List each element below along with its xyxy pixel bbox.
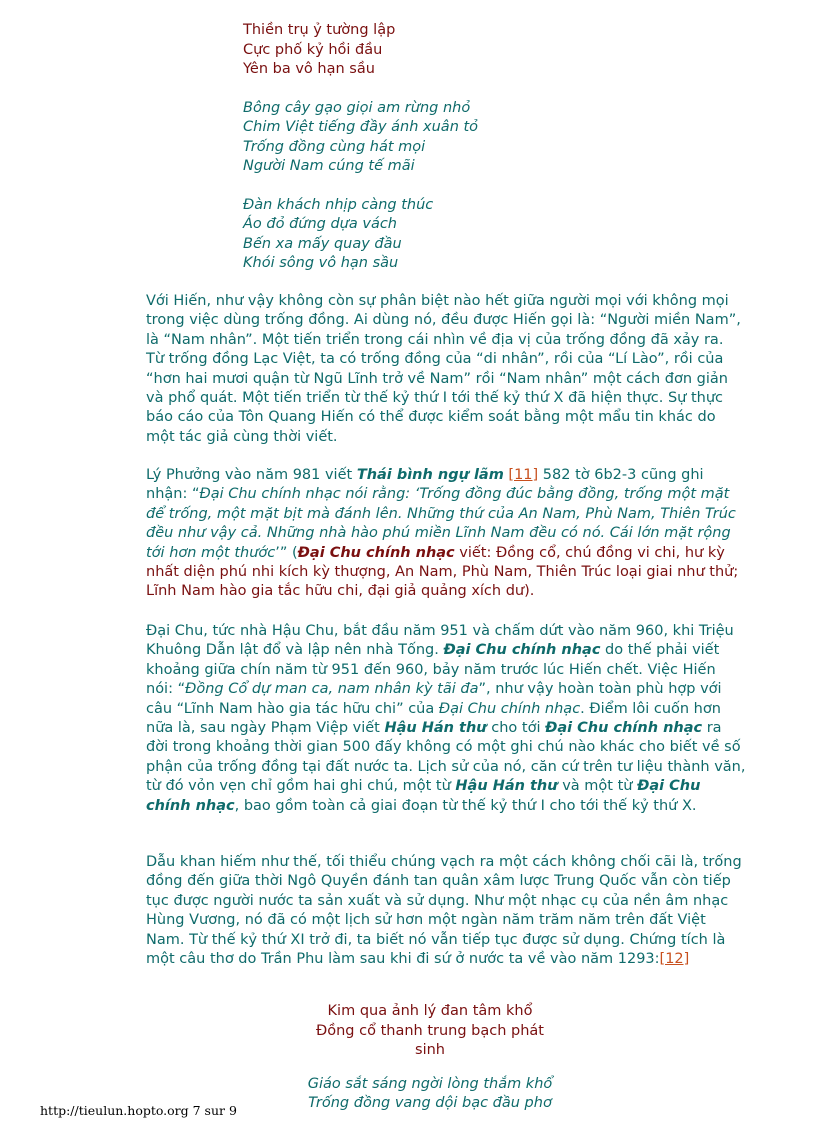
- poem-line: Khói sông vô hạn sầu: [243, 255, 399, 271]
- book-title: Đại Chu chính nhạc: [438, 700, 581, 717]
- poem-line: Kim qua ảnh lý đan tâm khổ: [327, 1003, 533, 1019]
- text: cho tới: [486, 720, 546, 737]
- text: ra đời trong khoảng thời gian 500 đấy không có một ghi chú nào khác cho biết về số phận của trống đồng tại đất nước ta. Lịch sử của nó, căn cứ trên tư liệu thành văn, từ đó vỏn vẹn chỉ gồm hai ghi chú, một từ: [146, 720, 746, 795]
- quote: Đại Chu chính nhạc nói rằng: ‘Trống đồng đúc bằng đồng, trống một mặt để trống, một mặt bịt mà đánh lên. Những thứ của An Nam, Phù Nam, Thiên Trúc đều như vậy cả. Những nhà hào phú miền Lĩnh Nam đều có nó. Cái lớn mặt rộng tới hơn một thước: [146, 486, 736, 561]
- poem-line: Chim Việt tiếng đầy ánh xuân tỏ: [243, 119, 479, 135]
- book-title: Đại Chu chính nhạc: [146, 778, 701, 814]
- text: Lý Phưởng vào năm 981 viết: [146, 467, 357, 483]
- book-title: Đại Chu chính nhạc: [297, 544, 455, 561]
- page-footer: http://tieulun.hopto.org 7 sur 9: [40, 1103, 237, 1118]
- text: và một từ: [557, 778, 638, 795]
- poem-line: Bông cây gạo giọi am rừng nhỏ: [243, 99, 471, 116]
- paragraph-4: [146, 853, 746, 969]
- poem-line: Trống đồng cùng hát mọi: [243, 138, 426, 155]
- poem-line: Trống đồng vang dội bạc đầu phơ: [308, 1095, 552, 1111]
- text: Đại Chu, tức nhà Hậu Chu, bắt đầu năm 951 và chấm dứt vào năm 960, khi Triệu Khuông Dẫn lật đổ và lập nên nhà Tống.: [146, 623, 734, 659]
- poem-line: Giáo sắt sáng ngời lòng thắm khổ: [307, 1075, 553, 1092]
- quote: Đồng Cổ dự man ca, nam nhân kỳ tãi đa: [185, 681, 479, 698]
- text: ”, như vậy hoàn toàn phù hợp với câu “Lĩnh Nam hào gia tác hữu chi” của: [146, 681, 722, 717]
- poem-top: [243, 21, 478, 274]
- footnote-link-11[interactable]: [11]: [508, 467, 539, 483]
- paragraph-1: Với Hiến, như vậy không còn sự phân biệt nào hết giữa người mọi với không mọi trong việc dùng trống đồng. Ai dùng nó, đều được Hiến gọi là: “Người miền Nam”, là “Nam nhân”. Một tiến triển trong cái nhìn về địa vị của trống đồng đã xảy ra. Từ trống đồng Lạc Việt, ta có trống đồng của “di nhân”, rồi của “Lí Lào”, rồi của “hơn hai mươi quận từ Ngũ Lĩnh trở về Nam” rồi “Nam nhân” một cách đơn giản và phổ quát. Một tiến triển từ thế kỷ thứ I tới thế kỷ thứ X đã hiện thực. Sự thực báo cáo của Tôn Quang Hiến có thể được kiểm soát bằng một mẩu tin khác do một tác giả cùng thời viết.: [146, 293, 741, 445]
- book-title: Thái bình ngự lãm: [356, 467, 504, 483]
- book-title: Hậu Hán thư: [384, 720, 487, 737]
- text: 582 tờ 6b2-3 cũng ghi nhận: “: [146, 467, 704, 503]
- paragraph-3: [146, 622, 746, 816]
- poem-bottom: [300, 1002, 560, 1114]
- poem-line: Người Nam cúng tế mãi: [243, 158, 415, 174]
- poem-line: Bến xa mấy quay đầu: [243, 235, 402, 252]
- book-title: Đại Chu chính nhạc: [545, 720, 703, 737]
- poem-line: Đàn khách nhịp càng thúc: [243, 196, 434, 213]
- book-title: Hậu Hán thư: [455, 778, 558, 795]
- poem-line: Yên ba vô hạn sầu: [243, 61, 375, 77]
- poem-line: Thiền trụ ỷ tường lập: [243, 22, 396, 38]
- footnote-link-12[interactable]: [12]: [659, 951, 690, 968]
- text: ’” (: [275, 544, 298, 561]
- poem-line: Áo đỏ đứng dựa vách: [243, 216, 397, 232]
- text: . Điểm lôi cuốn hơn nữa là, sau ngày Phạm Việp viết: [146, 700, 721, 737]
- poem-line: Đồng cổ thanh trung bạch phát sinh: [316, 1022, 544, 1058]
- text: , bao gồm toàn cả giai đoạn từ thế kỷ thứ I cho tới thế kỷ thứ X.: [234, 797, 697, 814]
- text: Dẫu khan hiếm như thế, tối thiểu chúng vạch ra một cách không chối cãi là, trống đồng đến giữa thời Ngô Quyền đánh tan quân xâm lược Trung Quốc vẫn còn tiếp tục được người nước ta sản xuất và sử dụng. Như một nhạc cụ của nền âm nhạc Hùng Vương, nó đã có một lịch sử hơn một ngàn năm trăm năm trên đất Việt Nam. Từ thế kỷ thứ XI trở đi, ta biết nó vẫn tiếp tục được sử dụng. Chứng tích là một câu thơ do Trần Phu làm sau khi đi sứ ở nước ta về vào năm 1293:: [146, 854, 742, 968]
- poem-line: Cực phố kỷ hồi đầu: [243, 41, 383, 58]
- text: do thế phải viết khoảng giữa chín năm từ 951 đến 960, bảy năm trước lúc Hiến chết. Việc Hiến nói: “: [146, 642, 720, 698]
- book-title: Đại Chu chính nhạc: [443, 642, 601, 659]
- text: viết: Đồng cổ, chú đồng vi chi, hư kỳ nhất diện phú nhi kích kỳ thượng, An Nam, Phù Nam, Thiên Trúc loại giai như thử; Lĩnh Nam hào gia tắc hữu chi, đại giả quảng xích dư).: [146, 544, 739, 600]
- paragraph-2: [146, 466, 746, 602]
